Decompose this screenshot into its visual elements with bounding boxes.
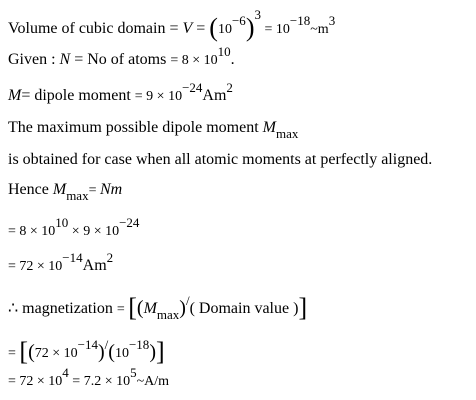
unit: Am [82, 257, 107, 274]
text: = 72 × 10 [8, 374, 63, 389]
text: = 8 × 10 [8, 224, 56, 239]
text: Hence [8, 181, 53, 198]
product-line [8, 215, 140, 239]
subscript: max [275, 126, 299, 141]
text: = [8, 346, 20, 361]
text: = No of atoms [74, 51, 171, 68]
text: The maximum possible dipole moment [8, 119, 263, 136]
text: = [196, 20, 206, 37]
paren: ( [209, 13, 218, 42]
exponent: −14 [62, 250, 83, 265]
text: 72 × 10 [34, 346, 78, 361]
dipole-moment-line [8, 80, 233, 104]
aligned-line [8, 152, 432, 168]
exponent: 4 [62, 365, 69, 380]
exponent: 2 [106, 250, 114, 265]
math-var: N [59, 51, 71, 68]
exponent: 2 [226, 80, 233, 95]
exponent: 3 [254, 7, 261, 22]
exponent: −18 [128, 337, 150, 352]
text: 10 [114, 346, 129, 361]
bracket: ] [298, 293, 308, 322]
bracket: [ [128, 293, 137, 322]
unit: ~m [310, 22, 329, 37]
bracket: [ [19, 337, 29, 366]
text: = 8 × 10 [170, 53, 218, 68]
text: = 9 × 10 [134, 89, 183, 104]
unit: Am [202, 87, 227, 104]
bracket: ] [155, 337, 165, 366]
exponent: −24 [182, 80, 203, 95]
text: / [104, 337, 109, 352]
paren: ) [293, 300, 299, 317]
exponent: −6 [231, 13, 246, 28]
paren: ( [28, 341, 35, 363]
exponent: 10 [217, 44, 231, 59]
text: = 72 × 10 [8, 259, 63, 274]
text: = 10 [260, 22, 290, 37]
unit: ~A/m [136, 374, 170, 389]
paren: ( [108, 341, 115, 363]
text: = [116, 302, 129, 317]
text: Domain value [194, 300, 294, 317]
paren: ( [136, 297, 144, 319]
paren: ) [149, 341, 156, 363]
paren: ) [179, 297, 186, 319]
paren: ) [245, 13, 255, 42]
math-var: V [182, 20, 193, 37]
subscript: max [156, 307, 180, 322]
math-var: M [262, 119, 276, 136]
exponent: −18 [289, 13, 311, 28]
exponent: −14 [77, 337, 98, 352]
text: Given : [8, 51, 60, 68]
final-result-line [8, 365, 170, 389]
substitution-line [8, 336, 165, 366]
text: / [185, 293, 190, 308]
given-line [8, 44, 235, 68]
text: Volume of cubic domain [8, 20, 170, 37]
text: = dipole moment [21, 87, 135, 104]
paren: ) [98, 341, 105, 363]
text: = [169, 20, 179, 37]
text: = [88, 183, 100, 198]
magnetization-line [8, 292, 308, 322]
math-var: M [8, 87, 22, 104]
exponent: −24 [119, 215, 140, 230]
exponent: 10 [55, 215, 69, 230]
math-var: M [52, 181, 67, 198]
hence-line [8, 181, 123, 203]
text: 10 [217, 22, 232, 37]
volume-line [8, 7, 336, 42]
math-var: Nm [99, 181, 123, 198]
paren: ( [189, 300, 195, 317]
subscript: max [66, 188, 89, 203]
text: = 7.2 × 10 [68, 374, 131, 389]
exponent: 5 [130, 365, 137, 380]
text: is obtained for case when all atomic moments at perfectly aligned. [8, 151, 433, 168]
result-moment-line [8, 250, 114, 274]
text: . [230, 51, 235, 68]
text: ∴ magnetization [8, 300, 117, 317]
exponent: 3 [328, 13, 336, 28]
text: × 9 × 10 [68, 224, 120, 239]
max-moment-line [8, 119, 299, 141]
math-var: M [143, 300, 157, 317]
